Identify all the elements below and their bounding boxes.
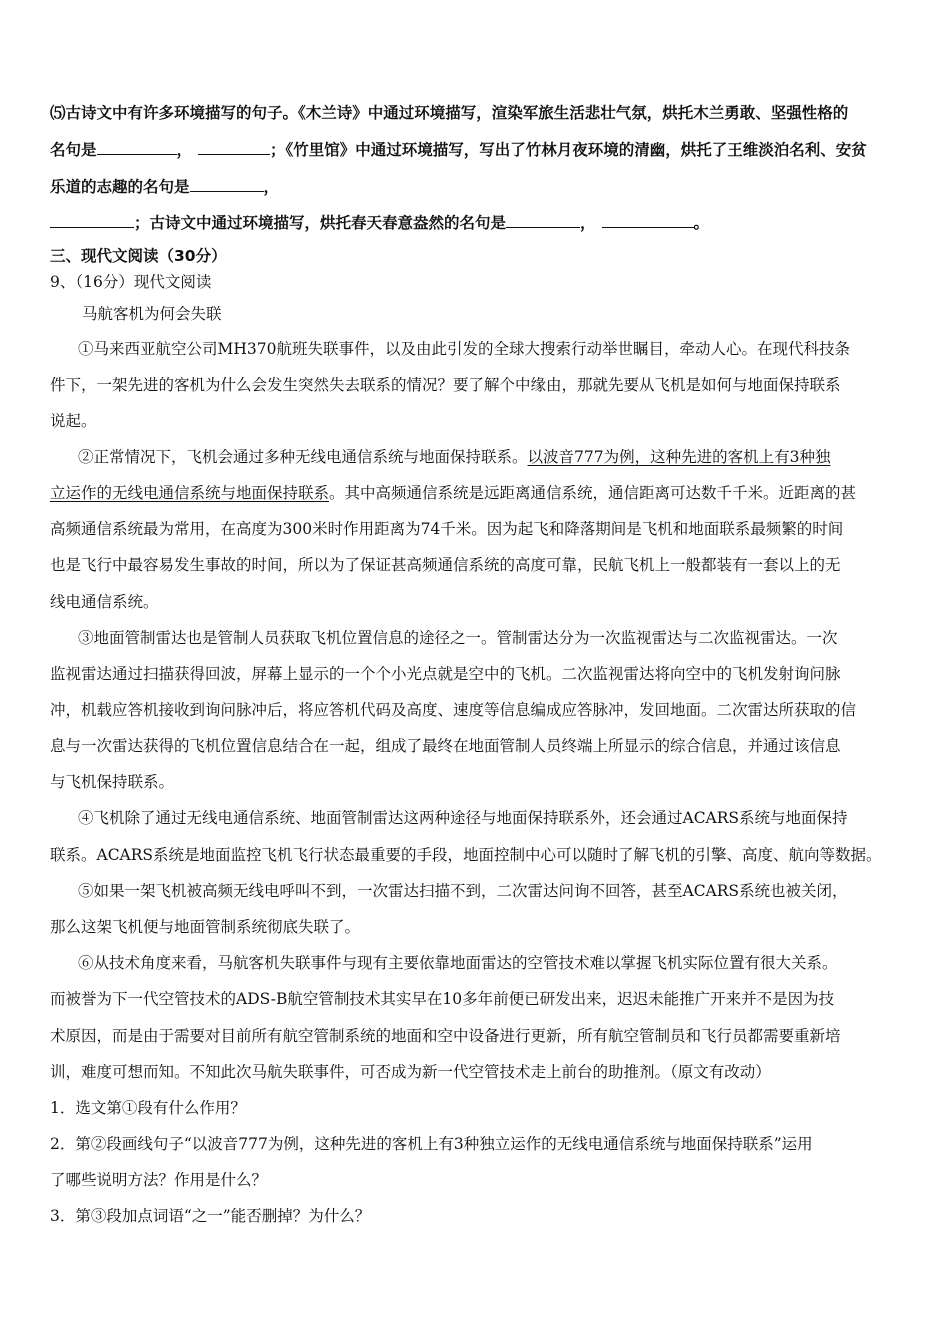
paragraph-4-line-2: 联系。ACARS系统是地面监控飞机飞行状态最重要的手段，地面控制中心可以随时了解飞机的引擎、高度、航向等数据。 xyxy=(50,846,882,864)
answer-blank-3[interactable] xyxy=(190,177,264,192)
answer-blank-4[interactable] xyxy=(50,213,134,228)
paragraph-1-line-3: 说起。 xyxy=(50,412,97,430)
q5-line-2-tail: ；《竹里馆》中通过环境描写，写出了竹林月夜环境的清幽，烘托了王维淡泊名利、安贫 xyxy=(270,141,867,159)
q5-line-2-lead: 名句是 xyxy=(50,141,97,159)
q5-line-1: ⑸古诗文中有许多环境描写的句子。《木兰诗》中通过环境描写，渲染军旅生活悲壮气氛，烘托木兰勇敢、坚强性格的 xyxy=(50,104,849,122)
question-3: 3．第③段加点词语“之一”能否删掉？为什么？ xyxy=(50,1207,371,1225)
q5-comma-2: ， xyxy=(263,178,280,196)
answer-blank-1[interactable] xyxy=(97,140,177,155)
q5-line-2 xyxy=(50,140,867,160)
q5-comma-1: ， xyxy=(176,141,193,159)
question-2-line-2: 了哪些说明方法？作用是什么？ xyxy=(50,1171,268,1189)
paragraph-2-line-1 xyxy=(78,447,830,467)
q5-comma-3: ， xyxy=(580,214,596,232)
q5-line-4 xyxy=(50,213,709,233)
paragraph-2-line-2 xyxy=(50,483,856,503)
paragraph-3-line-4: 息与一次雷达获得的飞机位置信息结合在一起，组成了最终在地面管制人员终端上所显示的综合信息，并通过该信息 xyxy=(50,737,841,755)
answer-blank-2[interactable] xyxy=(198,140,270,155)
paragraph-5-line-2: 那么这架飞机便与地面管制系统彻底失联了。 xyxy=(50,918,361,936)
underlined-sentence-part-2: 立运作的无线电通信系统与地面保持联系 xyxy=(50,484,330,502)
section-heading: 三、现代文阅读（30分） xyxy=(50,247,227,265)
paragraph-3-line-3: 冲，机载应答机接收到询问脉冲后，将应答机代码及高度、速度等信息编成应答脉冲，发回地面。二次雷达所获取的信 xyxy=(50,701,857,719)
q5-period: 。 xyxy=(693,214,710,232)
answer-blank-5[interactable] xyxy=(506,213,580,228)
paragraph-6-line-4: 训，难度可想而知。不知此次马航失联事件，可否成为新一代空管技术走上前台的助推剂。（原文有改动） xyxy=(50,1063,771,1081)
q5-line-3 xyxy=(50,177,279,197)
paragraph-2-text: ②正常情况下，飞机会通过多种无线电通信系统与地面保持联系。 xyxy=(78,448,528,466)
paragraph-1-line-1: ①马来西亚航空公司MH370航班失联事件，以及由此引发的全球大搜索行动举世瞩目，牵动人心。在现代科技条 xyxy=(78,340,850,358)
question-9-header: 9、（16分）现代文阅读 xyxy=(50,273,212,291)
answer-blank-6[interactable] xyxy=(602,213,694,228)
q5-line-4-text: ；古诗文中通过环境描写，烘托春天春意盎然的名句是 xyxy=(134,214,507,232)
paragraph-2-line-5: 线电通信系统。 xyxy=(50,593,159,611)
paragraph-3-line-2: 监视雷达通过扫描获得回波，屏幕上显示的一个个小光点就是空中的飞机。二次监视雷达将向空中的飞机发射询问脉 xyxy=(50,665,841,683)
paragraph-3-line-1: ③地面管制雷达也是管制人员获取飞机位置信息的途径之一。管制雷达分为一次监视雷达与二次监视雷达。一次 xyxy=(78,629,838,647)
paragraph-2-line-4: 也是飞行中最容易发生事故的时间，所以为了保证甚高频通信系统的高度可靠，民航飞机上一般都装有一套以上的无 xyxy=(50,556,841,574)
paragraph-2-line-3: 高频通信系统最为常用，在高度为300米时作用距离为74千米。因为起飞和降落期间是飞机和地面联系最频繁的时间 xyxy=(50,520,844,538)
q5-line-3-lead: 乐道的志趣的名句是 xyxy=(50,178,190,196)
paragraph-5-line-1: ⑤如果一架飞机被高频无线电呼叫不到，一次雷达扫描不到，二次雷达问询不回答，甚至ACARS系统也被关闭， xyxy=(78,882,848,900)
paragraph-4-line-1: ④飞机除了通过无线电通信系统、地面管制雷达这两种途径与地面保持联系外，还会通过ACARS系统与地面保持 xyxy=(78,809,848,827)
paragraph-6-line-1: ⑥从技术角度来看，马航客机失联事件与现有主要依靠地面雷达的空管技术难以掌握飞机实际位置有很大关系。 xyxy=(78,954,838,972)
paragraph-3-line-5: 与飞机保持联系。 xyxy=(50,773,175,791)
paragraph-6-line-2: 而被誉为下一代空管技术的ADS-B航空管制技术其实早在10多年前便已研发出来，迟迟未能推广开来并不是因为技 xyxy=(50,990,835,1008)
paragraph-6-line-3: 术原因，而是由于需要对目前所有航空管制系统的地面和空中设备进行更新，所有航空管制员和飞行员都需要重新培 xyxy=(50,1027,841,1045)
question-2-line-1: 2．第②段画线句子“以波音777为例，这种先进的客机上有3种独立运作的无线电通信系统与地面保持联系”运用 xyxy=(50,1135,813,1153)
paragraph-1-line-2: 件下，一架先进的客机为什么会发生突然失去联系的情况？要了解个中缘由，那就先要从飞机是如何与地面保持联系 xyxy=(50,376,841,394)
underlined-sentence-part-1: 以波音777为例，这种先进的客机上有3种独 xyxy=(527,448,831,466)
article-title: 马航客机为何会失联 xyxy=(82,305,222,323)
paragraph-2-text-cont: 。其中高频通信系统是远距离通信系统，通信距离可达数千千米。近距离的甚 xyxy=(329,484,857,502)
question-1: 1．选文第①段有什么作用？ xyxy=(50,1099,246,1117)
